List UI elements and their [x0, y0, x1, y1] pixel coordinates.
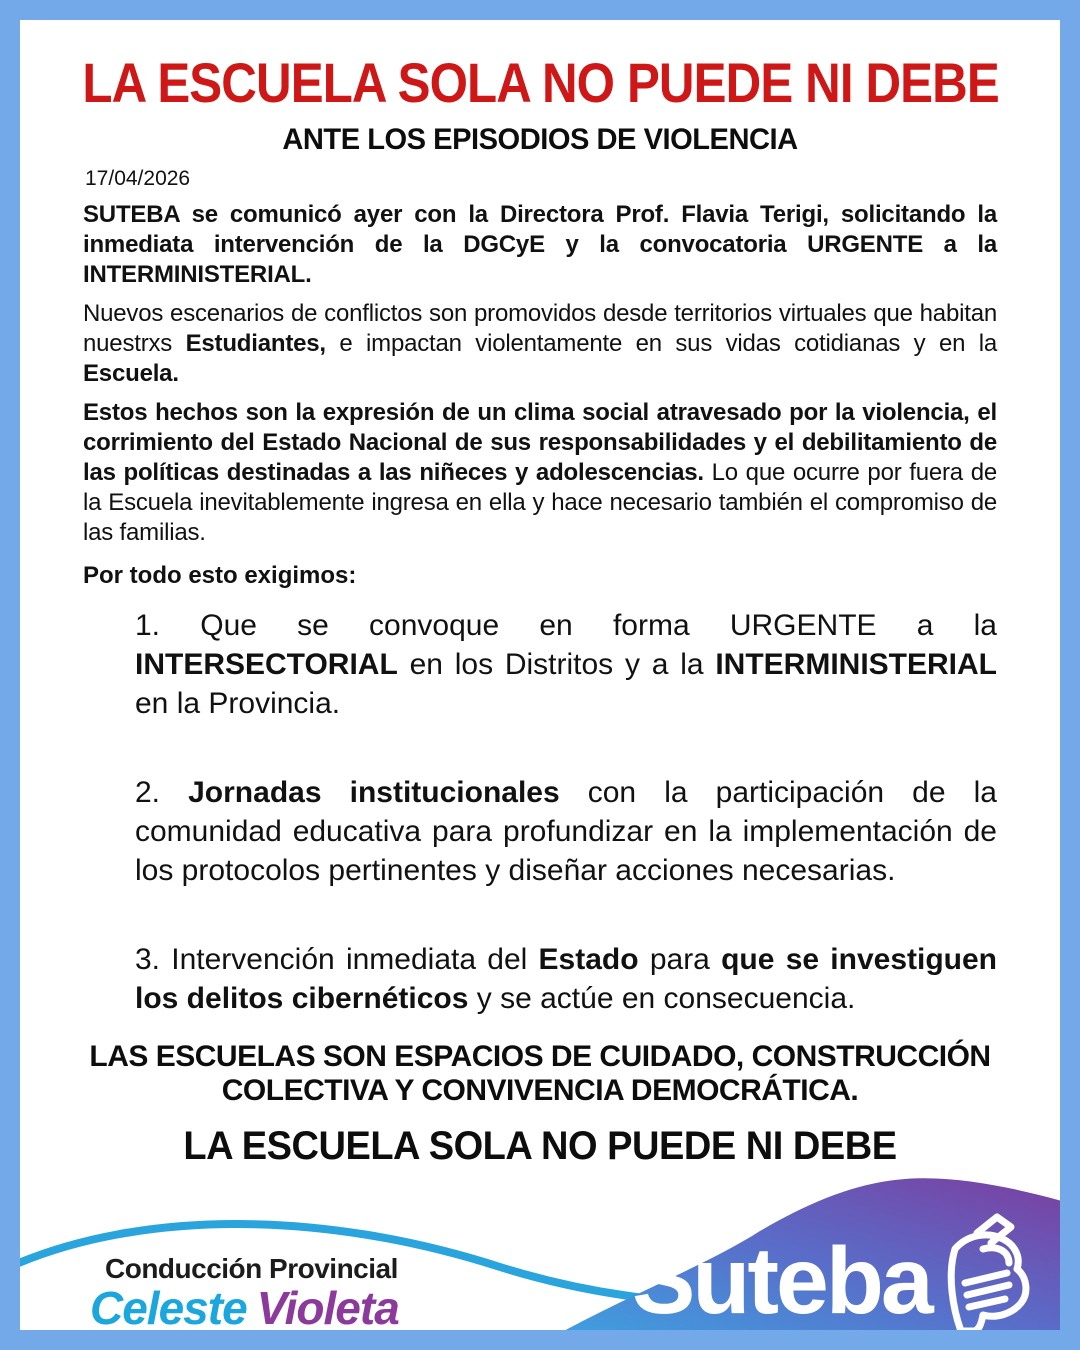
fist-chalk-icon — [923, 1211, 1041, 1330]
flyer-page — [20, 20, 1060, 1330]
demand-item-1: 1. Que se convoque en forma URGENTE a la INTERSECTORIAL en los Distritos y a la INTERMINISTERIAL en la Provincia. — [135, 609, 997, 720]
page-title: LA ESCUELA SOLA NO PUEDE NI DEBE — [82, 51, 999, 114]
org-subtitle: Conducción Provincial — [105, 1253, 398, 1284]
demands-intro: Por todo esto exigimos: — [83, 562, 357, 589]
suteba-logo-text: Suteba — [632, 1228, 931, 1330]
body-copy — [83, 200, 997, 1018]
closing-statement: LAS ESCUELAS SON ESPACIOS DE CUIDADO, CONSTRUCCIÓN COLECTIVA Y CONVIVENCIA DEMOCRÁTICA. — [89, 1040, 991, 1107]
paragraph-1: SUTEBA se comunicó ayer con la Directora Prof. Flavia Terigi, solicitando la inmediata intervención de la DGCyE y la convocatoria URGENTE a la INTERMINISTERIAL. — [83, 201, 997, 288]
final-statement: LA ESCUELA SOLA NO PUEDE NI DEBE — [183, 1124, 897, 1168]
paragraph-2: Nuevos escenarios de conflictos son promovidos desde territorios virtuales que habitan nuestrxs Estudiantes, e impactan violentamente en sus vidas cotidianas y en la Escuela. — [83, 300, 998, 387]
org-name-violeta: Violeta — [256, 1282, 399, 1330]
org-name-celeste: Celeste — [90, 1282, 247, 1330]
demand-item-3: 3. Intervención inmediata del Estado para que se investiguen los delitos cibernéticos y se actúe en consecuencia. — [135, 943, 997, 1015]
footer — [20, 1175, 1060, 1330]
paragraph-3: Estos hechos son la expresión de un clima social atravesado por la violencia, el corrimiento del Estado Nacional de sus responsabilidades y el debilitamiento de las políticas destinadas a las niñeces y adolescencias. Lo que ocurre por fuera de la Escuela inevitablemente ingresa en ella y hace necesario también el compromiso de las familias. — [83, 399, 997, 546]
page-subtitle: ANTE LOS EPISODIOS DE VIOLENCIA — [282, 123, 798, 156]
org-name — [90, 1281, 399, 1330]
date-label: 17/04/2026 — [85, 167, 191, 190]
demand-item-2: 2. Jornadas institucionales con la participación de la comunidad educativa para profundizar en la implementación de los protocolos pertinentes y diseñar acciones necesarias. — [135, 776, 997, 887]
